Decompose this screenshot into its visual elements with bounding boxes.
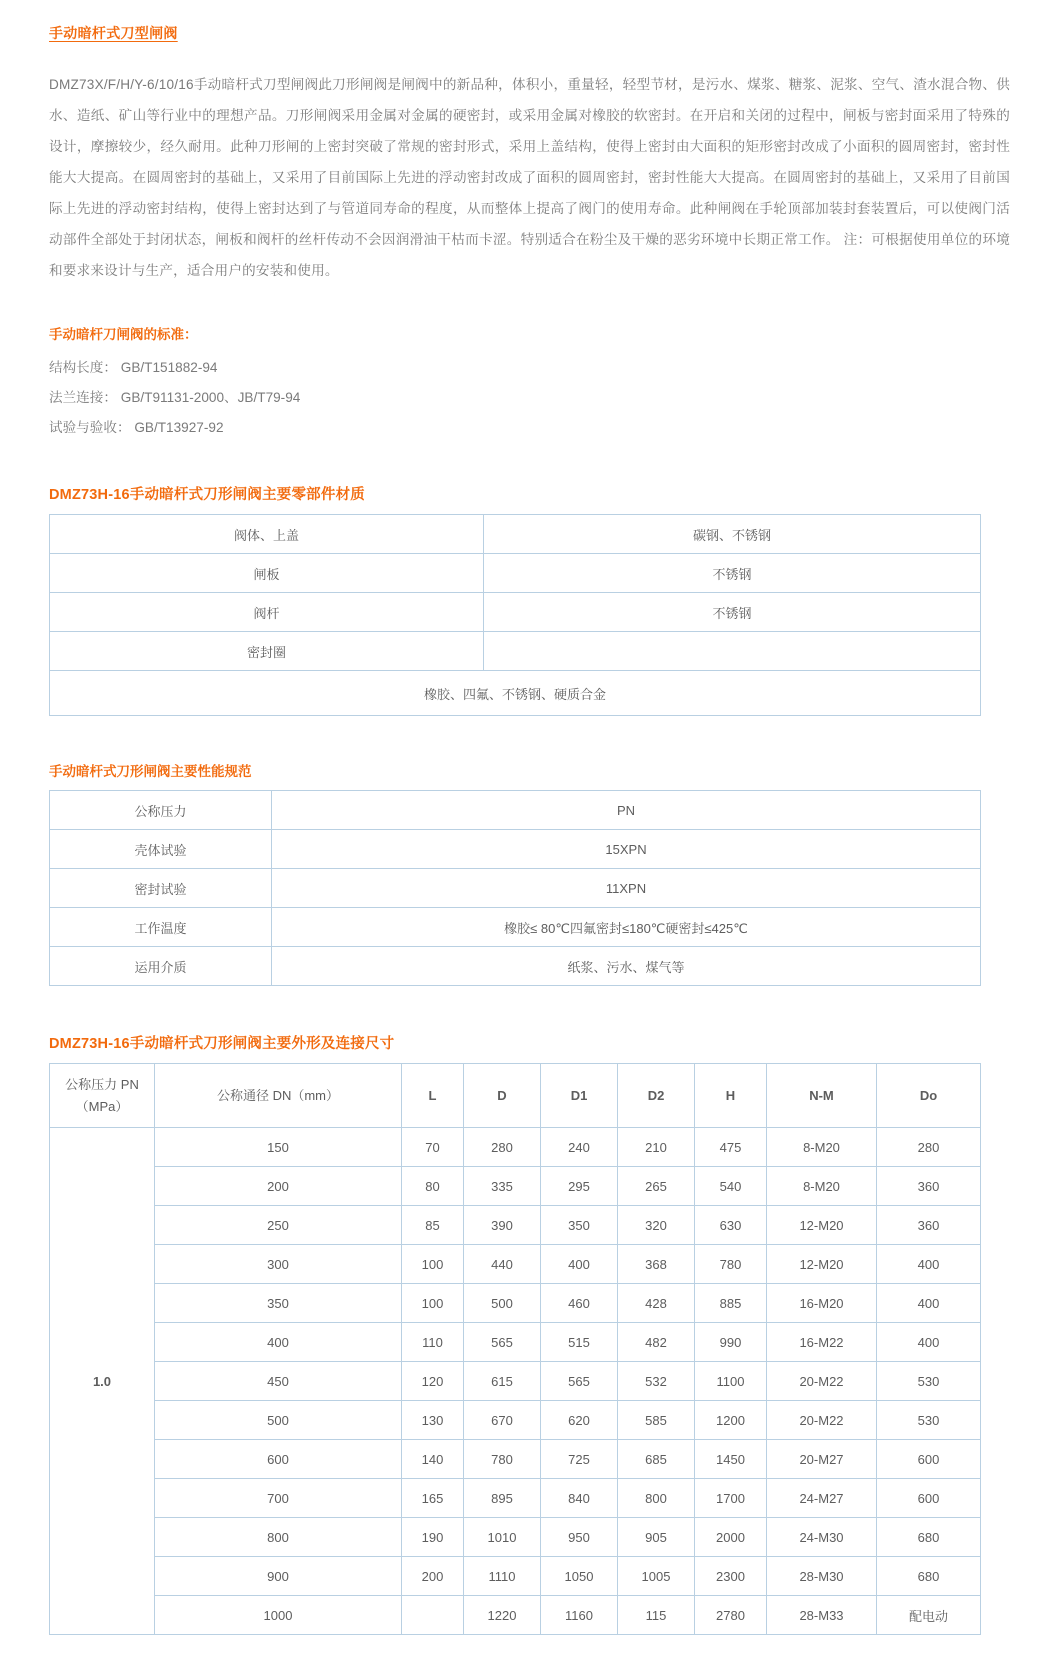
cell-nm: 16-M22 [767,1323,877,1362]
cell-nm: 20-M22 [767,1362,877,1401]
material-part: 闸板 [50,554,484,593]
material-part: 阀杆 [50,593,484,632]
cell-d2: 115 [618,1596,695,1635]
standard-item: 法兰连接： GB/T91131-2000、JB/T79-94 [49,390,301,405]
table-row [50,1596,981,1635]
cell-d2: 585 [618,1401,695,1440]
table-row [50,671,981,716]
performance-table [49,790,981,986]
cell-d: 1010 [464,1518,541,1557]
performance-value: 橡胶≤ 80℃四氟密封≤180℃硬密封≤425℃ [272,908,981,947]
table-row [50,1167,981,1206]
cell-do: 600 [877,1440,981,1479]
cell-dn: 500 [155,1401,402,1440]
cell-d1: 725 [541,1440,618,1479]
cell-dn: 1000 [155,1596,402,1635]
table-row [50,830,981,869]
cell-d1: 295 [541,1167,618,1206]
table-row [50,1440,981,1479]
cell-d1: 620 [541,1401,618,1440]
material-part: 密封圈 [50,632,484,671]
cell-h: 475 [695,1128,767,1167]
dimensions-heading: DMZ73H-16手动暗杆式刀形闸阀主要外形及连接尺寸 [49,1036,395,1052]
column-header-d: D [464,1064,541,1128]
table-row [50,1518,981,1557]
cell-d2: 210 [618,1128,695,1167]
material-value: 不锈钢 [484,554,981,593]
cell-l: 100 [402,1245,464,1284]
materials-heading: DMZ73H-16手动暗杆式刀形闸阀主要零部件材质 [49,487,365,503]
cell-l: 165 [402,1479,464,1518]
dimensions-section [49,1032,1010,1635]
dimensions-table [49,1063,981,1635]
cell-nm: 24-M30 [767,1518,877,1557]
materials-footer-value: 橡胶、四氟、不锈钢、硬质合金 [50,671,981,716]
cell-d2: 532 [618,1362,695,1401]
cell-nm: 20-M27 [767,1440,877,1479]
table-row [50,554,981,593]
table-row [50,1323,981,1362]
performance-item: 壳体试验 [50,830,272,869]
cell-h: 2300 [695,1557,767,1596]
standards-heading: 手动暗杆刀闸阀的标准： [49,327,198,342]
cell-l: 80 [402,1167,464,1206]
cell-d2: 905 [618,1518,695,1557]
cell-nm: 16-M20 [767,1284,877,1323]
cell-d: 565 [464,1323,541,1362]
cell-do: 530 [877,1401,981,1440]
cell-h: 630 [695,1206,767,1245]
cell-l: 120 [402,1362,464,1401]
performance-section [49,760,1010,986]
cell-dn: 200 [155,1167,402,1206]
cell-nm: 20-M22 [767,1401,877,1440]
cell-l: 110 [402,1323,464,1362]
table-row [50,1245,981,1284]
performance-heading: 手动暗杆式刀形闸阀主要性能规范 [49,764,252,779]
table-row [50,632,981,671]
cell-do: 360 [877,1167,981,1206]
column-header-h: H [695,1064,767,1128]
cell-do: 配电动 [877,1596,981,1635]
table-row [50,1284,981,1323]
cell-d1: 1050 [541,1557,618,1596]
column-header-pn-line2: （MPa） [75,1098,129,1114]
cell-d1: 565 [541,1362,618,1401]
standards-section [49,323,1010,443]
cell-do: 400 [877,1284,981,1323]
cell-h: 540 [695,1167,767,1206]
cell-h: 990 [695,1323,767,1362]
cell-h: 1100 [695,1362,767,1401]
performance-item: 运用介质 [50,947,272,986]
cell-d: 780 [464,1440,541,1479]
cell-d1: 350 [541,1206,618,1245]
cell-do: 280 [877,1128,981,1167]
cell-do: 680 [877,1557,981,1596]
cell-dn: 900 [155,1557,402,1596]
table-row [50,515,981,554]
cell-dn: 700 [155,1479,402,1518]
materials-section [49,483,1010,716]
table-row [50,947,981,986]
cell-d: 670 [464,1401,541,1440]
intro-paragraph: DMZ73X/F/H/Y-6/10/16手动暗杆式刀型闸阀此刀形闸阀是闸阀中的新品种，体积小，重量轻，轻型节材，是污水、煤浆、糖浆、泥浆、空气、渣水混合物、供水、造纸、矿山等行业中的理想产品。刀形闸阀采用金属对金属的硬密封，或采用金属对橡胶的软密封。在开启和关闭的过程中，闸板与密封面采用了特殊的设计，摩擦较少，经久耐用。此种刀形闸的上密封突破了常规的密封形式，采用上盖结构，使得上密封由大面积的矩形密封改成了小面积的圆周密封，密封性能大大提高。在圆周密封的基础上，又采用了目前国际上先进的浮动密封改成了面积的圆周密封，密封性能大大提高。在圆周密封的基础上，又采用了目前国际上先进的浮动密封结构，使得上密封达到了与管道同寿命的程度，从而整体上提高了阀门的使用寿命。此种闸阀在手轮顶部加装封套装置后，可以使阀门活动部件全部处于封闭状态，闸板和阀杆的丝杆传动不会因润滑油干枯而卡涩。特别适合在粉尘及干燥的恶劣环境中长期正常工作。 注：可根据使用单位的环境和要求来设计与生产，适合用户的安装和使用。 [49,77,1010,278]
table-row [50,869,981,908]
column-header-l: L [402,1064,464,1128]
column-header-pn [50,1064,155,1128]
cell-dn: 600 [155,1440,402,1479]
table-row [50,1206,981,1245]
cell-dn: 450 [155,1362,402,1401]
standard-item: 试验与验收： GB/T13927-92 [49,420,224,435]
cell-nm: 12-M20 [767,1206,877,1245]
cell-d1: 840 [541,1479,618,1518]
cell-l: 70 [402,1128,464,1167]
cell-l: 190 [402,1518,464,1557]
cell-d2: 265 [618,1167,695,1206]
cell-d2: 685 [618,1440,695,1479]
cell-d: 500 [464,1284,541,1323]
table-row [50,593,981,632]
table-row [50,1401,981,1440]
column-header-pn-line1: 公称压力 PN [65,1076,139,1092]
performance-item: 公称压力 [50,791,272,830]
table-row [50,1362,981,1401]
column-header-d1: D1 [541,1064,618,1128]
standards-list [49,353,1010,443]
cell-d1: 460 [541,1284,618,1323]
performance-value: 11XPN [272,869,981,908]
table-row [50,1479,981,1518]
cell-l: 200 [402,1557,464,1596]
table-row [50,908,981,947]
column-header-d2: D2 [618,1064,695,1128]
material-part: 阀体、上盖 [50,515,484,554]
cell-dn: 150 [155,1128,402,1167]
cell-do: 600 [877,1479,981,1518]
materials-table [49,514,981,716]
cell-do: 360 [877,1206,981,1245]
cell-d1: 1160 [541,1596,618,1635]
performance-item: 密封试验 [50,869,272,908]
cell-do: 400 [877,1323,981,1362]
cell-d: 335 [464,1167,541,1206]
cell-dn: 250 [155,1206,402,1245]
column-header-do: Do [877,1064,981,1128]
page-title: 手动暗杆式刀型闸阀 [49,25,178,41]
cell-d2: 320 [618,1206,695,1245]
performance-value: 15XPN [272,830,981,869]
cell-d1: 240 [541,1128,618,1167]
material-value: 碳钢、不锈钢 [484,515,981,554]
pn-value-cell: 1.0 [50,1128,155,1635]
cell-d: 615 [464,1362,541,1401]
table-row [50,1128,981,1167]
cell-l [402,1596,464,1635]
cell-l: 85 [402,1206,464,1245]
performance-item: 工作温度 [50,908,272,947]
performance-value: PN [272,791,981,830]
cell-d2: 1005 [618,1557,695,1596]
cell-d2: 428 [618,1284,695,1323]
cell-nm: 28-M30 [767,1557,877,1596]
cell-l: 140 [402,1440,464,1479]
cell-h: 1200 [695,1401,767,1440]
cell-dn: 800 [155,1518,402,1557]
cell-do: 530 [877,1362,981,1401]
cell-d1: 515 [541,1323,618,1362]
cell-h: 780 [695,1245,767,1284]
cell-d: 440 [464,1245,541,1284]
material-value [484,632,981,671]
performance-value: 纸浆、污水、煤气等 [272,947,981,986]
cell-nm: 12-M20 [767,1245,877,1284]
cell-dn: 300 [155,1245,402,1284]
table-row [50,1557,981,1596]
material-value: 不锈钢 [484,593,981,632]
column-header-dn: 公称通径 DN（mm） [155,1064,402,1128]
cell-h: 1450 [695,1440,767,1479]
cell-dn: 400 [155,1323,402,1362]
cell-d: 1110 [464,1557,541,1596]
cell-d2: 368 [618,1245,695,1284]
cell-nm: 28-M33 [767,1596,877,1635]
cell-d: 390 [464,1206,541,1245]
cell-d1: 950 [541,1518,618,1557]
cell-h: 1700 [695,1479,767,1518]
cell-d: 895 [464,1479,541,1518]
cell-h: 2780 [695,1596,767,1635]
cell-d2: 482 [618,1323,695,1362]
standard-item: 结构长度： GB/T151882-94 [49,360,218,375]
cell-do: 400 [877,1245,981,1284]
table-header-row [50,1064,981,1128]
table-row [50,791,981,830]
column-header-nm: N-M [767,1064,877,1128]
cell-h: 885 [695,1284,767,1323]
cell-nm: 8-M20 [767,1128,877,1167]
cell-d: 1220 [464,1596,541,1635]
cell-nm: 24-M27 [767,1479,877,1518]
cell-l: 100 [402,1284,464,1323]
cell-d1: 400 [541,1245,618,1284]
cell-d2: 800 [618,1479,695,1518]
cell-nm: 8-M20 [767,1167,877,1206]
cell-dn: 350 [155,1284,402,1323]
cell-d: 280 [464,1128,541,1167]
cell-h: 2000 [695,1518,767,1557]
cell-do: 680 [877,1518,981,1557]
cell-l: 130 [402,1401,464,1440]
